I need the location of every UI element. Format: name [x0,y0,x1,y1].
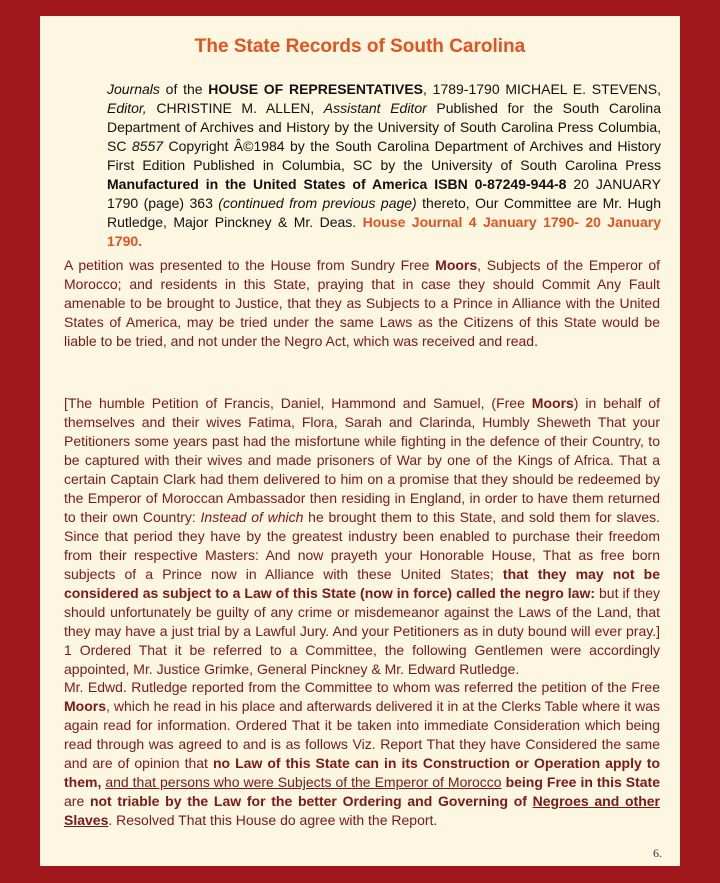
paragraph-text: , which he read in his place and afterwards delivered it in at the Clerks Table where it was again read for information. Ordered That it be taken into immediate Consideration which being read through was agreed to and is as follows Viz. Report That they have Considered the same and are of opinion that [64,698,660,771]
paragraph-text: . Resolved That this House do agree with the Report. [108,812,438,828]
citation-block [107,80,661,251]
document-page [40,16,680,866]
free-in-state-text: being Free in this State [505,774,660,790]
house-journal-ref: House Journal 4 January 1790- 20 January 1790. [107,214,661,249]
citation-text: Published for the South Carolina Department of Archives and History by the University of South Carolina Press Columbia, SC [107,100,661,154]
assistant-editor-label: Assistant Editor [323,100,427,116]
page-title: The State Records of South Carolina [194,36,526,57]
citation-text: CHRISTINE M. ALLEN, [146,100,324,116]
continued-note: (continued from previous page) [218,195,417,211]
citation-text: Copyright Â©1984 by the South Carolina Department of Archives and History First Edition Published in Columbia, SC by the University of South Carolina Press [107,138,661,173]
moors-term: Moors [531,395,574,411]
paragraph-text: but if they should unfortunately be guilty of any crime or misdemeanor against the Laws of the Land, that they may have a just trial by a Lawful Jury. And your Petitioners as in duty bound will ever pray.] 1 Ordered That it be referred to a Committee, the following Gentlemen were accordingly appointed, Mr. Justice Grimke, General Pinckney & Mr. Edward Rutledge. [64,585,660,677]
no-law-text: no Law of this State can in its Construction or Operation apply to them, [64,755,660,790]
manufactured-isbn: Manufactured in the United States of America ISBN 0-87249-944-8 [107,176,567,192]
catalog-number: 8557 [131,138,164,154]
negro-law-text: that they may not be considered as subject to a Law of this State (now in force) called the negro law: [64,566,660,601]
page-number: 6. [653,846,662,860]
subjects-of-morocco-text: and that persons who were Subjects of the Emperor of Morocco [105,774,502,790]
moors-term: Moors [64,698,106,714]
citation-text: thereto, Our Committee are Mr. Hugh Rutledge, Major Pinckney & Mr. Deas. [107,195,661,230]
committee-report-paragraph [64,678,660,830]
petition-paragraph [64,256,660,351]
instead-of-which-text: Instead of which [200,509,304,525]
paragraph-text: , Subjects of the Emperor of Morocco; and residents in this State, praying that in case they should Commit Any Fault amenable to be brought to Justice, that they as Subjects to a Prince in Alliance with the United States of America, may be tried under the same Laws as the Citizens of this State would be liable to be tried, and not under the Negro Act, which was received and read. [64,257,660,349]
paragraph-text: ) in behalf of themselves and their wives Fatima, Flora, Sarah and Clarinda, Humbly Sheweth That your Petitioners some years past had the misfortune while fighting in the defence of their Country, to be captured with their wives and made prisoners of War by one of the Kings of Africa. That a certain Captain Clark had them delivered to him on a promise that they should be redeemed by the Emperor of Moroccan Ambassador then residing in England, in order to have them returned to their own Country: [64,395,660,525]
negroes-slaves-text: Negroes and other Slaves [64,793,660,828]
citation-text: , 1789-1790 MICHAEL E. STEVENS, [423,81,661,97]
paragraph-text: A petition was presented to the House from Sundry Free [64,257,436,273]
editor-label: Editor, [107,100,147,116]
paragraph-text: [The humble Petition of Francis, Daniel, Hammond and Samuel, (Free [64,395,532,411]
house-heading: HOUSE OF REPRESENTATIVES [208,81,424,97]
paragraph-text: he brought them to this State, and sold them for slaves. Since that period they have by the greatest industry been enabled to purchase their freedom from their respective Masters: And now prayeth your Honorable House, That as free born subjects of a Prince now in Alliance with these United States; [64,509,660,582]
citation-text: 20 JANUARY 1790 (page) 363 [107,176,661,211]
paragraph-text: Mr. Edwd. Rutledge reported from the Committee to whom was referred the petition of the Free [64,679,660,695]
paragraph-text: are [64,793,90,809]
not-triable-text: not triable by the Law for the better Ordering and Governing of [89,793,533,809]
moors-term: Moors [435,257,478,273]
humble-petition-paragraph [64,394,660,679]
citation-text: of the [159,81,209,97]
journals-text: Journals [107,81,160,97]
